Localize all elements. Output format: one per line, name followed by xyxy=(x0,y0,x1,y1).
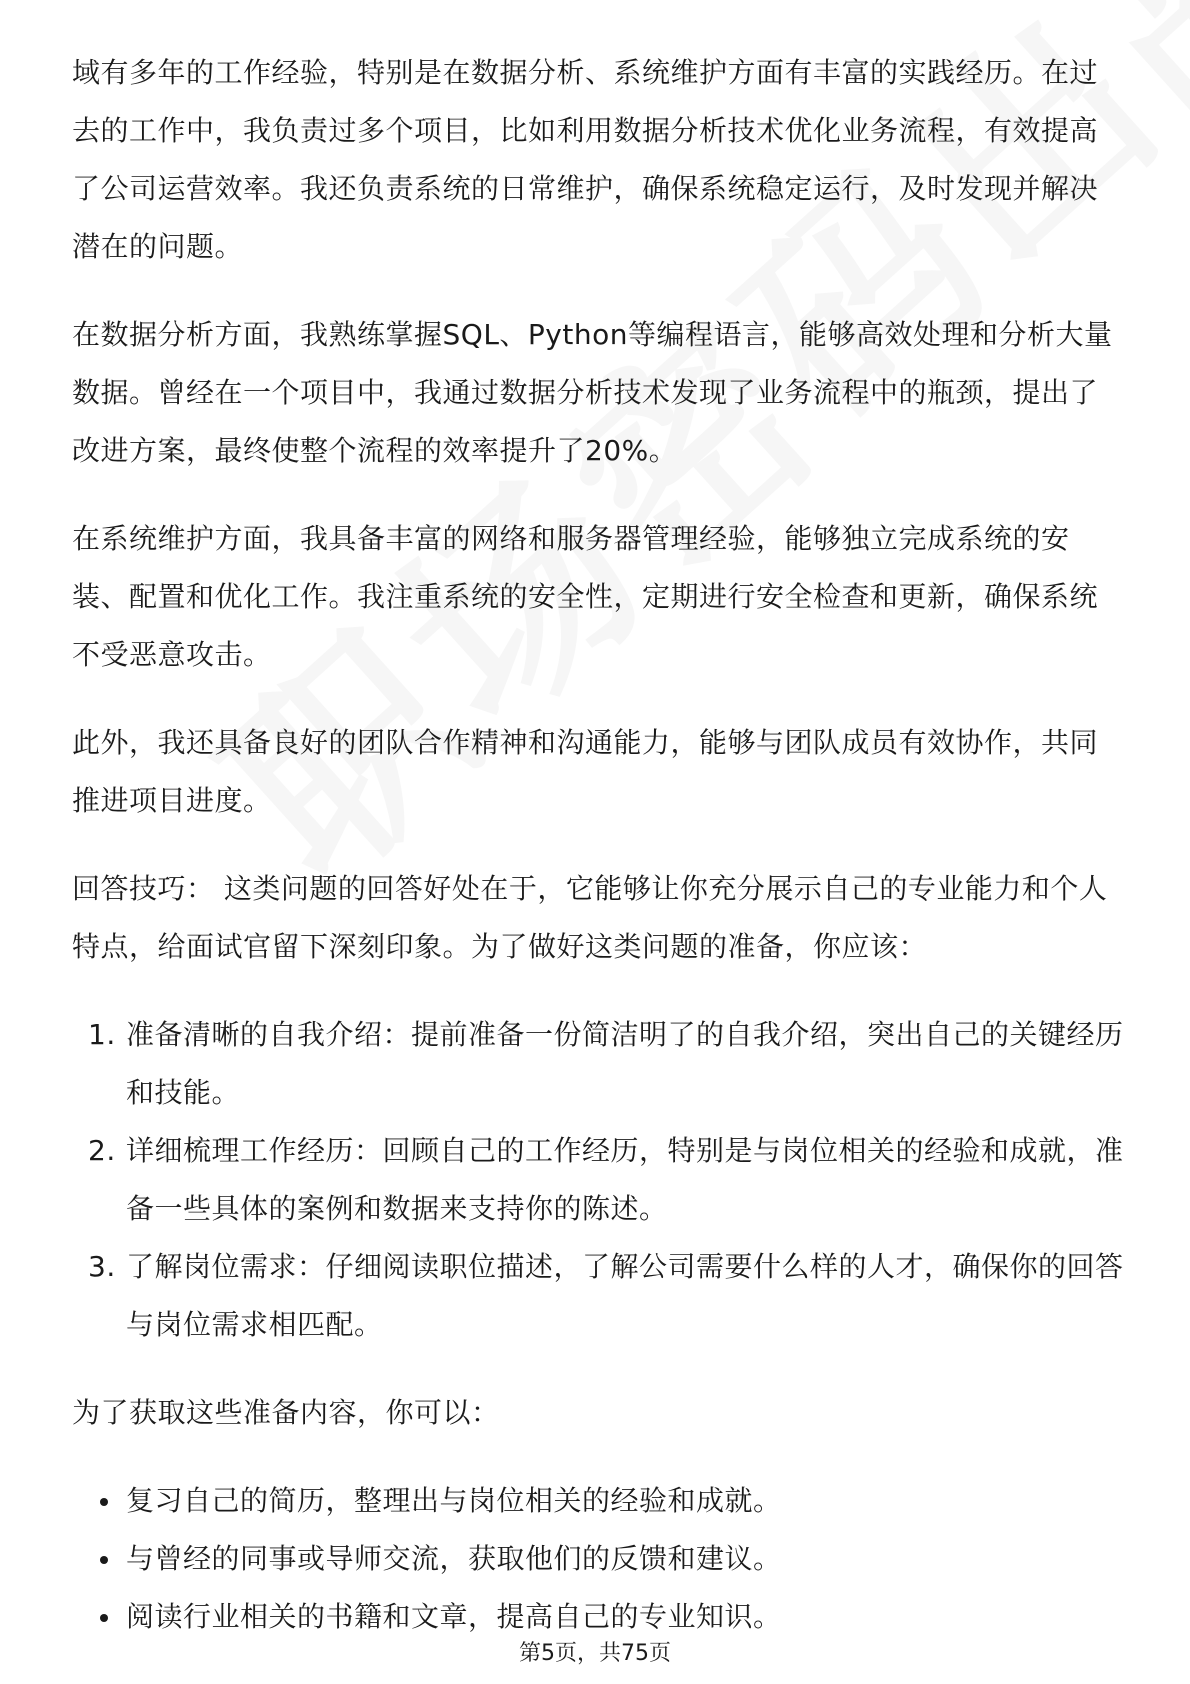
preparation-steps-list xyxy=(72,1006,1124,1354)
bullet-icon xyxy=(100,1556,108,1564)
paragraph-answer-tips: 回答技巧： 这类问题的回答好处在于，它能够让你充分展示自己的专业能力和个人特点，给面试官留下深刻印象。为了做好这类问题的准备，你应该： xyxy=(72,872,1108,963)
bullet-icon xyxy=(100,1498,108,1506)
list-item-text: 与曾经的同事或导师交流，获取他们的反馈和建议。 xyxy=(126,1542,782,1575)
paragraph-teamwork: 此外，我还具备良好的团队合作精神和沟通能力，能够与团队成员有效协作，共同推进项目进度。 xyxy=(72,726,1099,817)
list-number: 3. xyxy=(88,1250,116,1283)
list-item xyxy=(72,1238,1124,1354)
list-item-text: 了解岗位需求：仔细阅读职位描述，了解公司需要什么样的人才，确保你的回答与岗位需求相匹配。 xyxy=(126,1250,1124,1341)
page-footer: 第5页，共75页 xyxy=(519,1641,671,1666)
list-item xyxy=(72,1122,1124,1238)
paragraph-experience: 域有多年的工作经验，特别是在数据分析、系统维护方面有丰富的实践经历。在过去的工作中，我负责过多个项目，比如利用数据分析技术优化业务流程，有效提高了公司运营效率。我还负责系统的日常维护，确保系统稳定运行，及时发现并解决潜在的问题。 xyxy=(72,56,1099,263)
page-content xyxy=(72,44,1124,1646)
list-item-text: 准备清晰的自我介绍：提前准备一份简洁明了的自我介绍，突出自己的关键经历和技能。 xyxy=(126,1018,1124,1109)
list-item xyxy=(72,1006,1124,1122)
list-item xyxy=(72,1530,1124,1588)
list-number: 1. xyxy=(88,1018,116,1051)
preparation-bullets-list xyxy=(72,1472,1124,1646)
bullet-icon xyxy=(100,1614,108,1622)
list-item xyxy=(72,1472,1124,1530)
list-item-text: 详细梳理工作经历：回顾自己的工作经历，特别是与岗位相关的经验和成就，准备一些具体的案例和数据来支持你的陈述。 xyxy=(126,1134,1124,1225)
list-number: 2. xyxy=(88,1134,116,1167)
list-item-text: 复习自己的简历，整理出与岗位相关的经验和成就。 xyxy=(126,1484,782,1517)
paragraph-data-analysis: 在数据分析方面，我熟练掌握SQL、Python等编程语言，能够高效处理和分析大量数据。曾经在一个项目中，我通过数据分析技术发现了业务流程中的瓶颈，提出了改进方案，最终使整个流程的效率提升了20%。 xyxy=(72,318,1113,467)
paragraph-system-maintenance: 在系统维护方面，我具备丰富的网络和服务器管理经验，能够独立完成系统的安装、配置和优化工作。我注重系统的安全性，定期进行安全检查和更新，确保系统不受恶意攻击。 xyxy=(72,522,1099,671)
list-item-text: 阅读行业相关的书籍和文章，提高自己的专业知识。 xyxy=(126,1600,782,1633)
paragraph-bullets-intro: 为了获取这些准备内容，你可以： xyxy=(72,1396,500,1429)
